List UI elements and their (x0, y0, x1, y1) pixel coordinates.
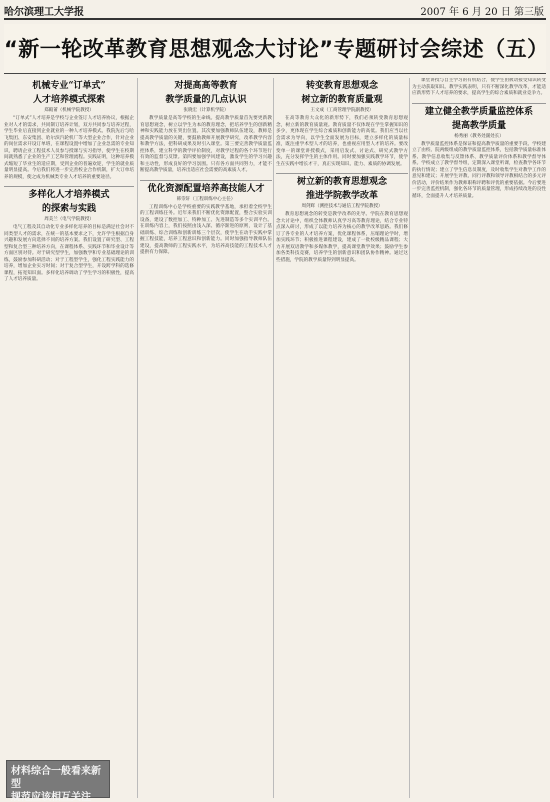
article-title: 教学质量的几点认识 (165, 95, 247, 105)
article-title: 建立健全教学质量监控体系 (424, 106, 533, 117)
masthead (0, 0, 550, 19)
article-byline: 周剑辉（测控技术与通信工程学院教授） (301, 204, 383, 209)
article-title: 转变教育思想观念 (305, 81, 378, 91)
headline-banner (4, 24, 549, 74)
paper-name: 哈尔滨理工大学报 (4, 7, 84, 18)
article-byline: 周美兰（电气学院教授） (44, 217, 94, 222)
article-title: 对提高高等教育 (174, 81, 238, 91)
pull-quote-text: 材料综合一般看来新型 规范应该相互关注 (11, 766, 101, 802)
article-separator (412, 103, 546, 104)
article-body: 工程训练中心是学校重要的实践教学基地，承担着全校学生的工程训练任务。近年来我们不断优化资源配置，整合实验实训设备，建设了数控加工、特种加工、先进制造等多个实训平台。在训练内容上，我们按照由浅入深、循序渐进的原则，设计了基础训练、综合训练和创新训练三个层次，使学生在动手实践中掌握工程技能，培养工程意识和创新能力。同时加强指导教师队伍建设，提高教师的工程实践水平，为培养高技能的工程技术人才提供有力保障。 (140, 204, 272, 255)
article-separator (4, 186, 134, 187)
article-body: 在高等教育大众化的新形势下，我们必须转变教育思想观念，树立新的教育质量观。教育质量不仅体现在学生掌握知识的多少，更体现在学生综合素质和创新能力的高低。我们应当以社会需求为导向，以学生全面发展为目标，建立多样化的质量标准，既注重学术型人才的培养，也重视应用型人才的培养。要改变单一的课堂讲授模式，采用启发式、讨论式、研究式教学方法，充分发挥学生的主体作用。同时要加强实践教学环节，使学生在实践中增长才干，真正实现知识、能力、素质的协调发展。 (276, 116, 408, 167)
article-title: 树立新的教育思想观念 (296, 177, 387, 187)
headline: “新一轮改革教育思想观念大讨论”专题研讨会综述（五） (4, 37, 549, 61)
column-4 (412, 78, 546, 798)
article-body: 课堂讲授与自主学习的有机结合，使学生由被动接受知识转变为主动获取知识。教学实践表明，只有不断深化教学改革，才能适应新形势下人才培养的要求，提高学生的综合素质和就业竞争力。 (412, 78, 546, 96)
article-body: 教育思想观念的转变是教学改革的先导。学院在教育思想观念大讨论中，组织全体教师认真学习高等教育理论，结合专业特点深入研讨，形成了以能力培养为核心的教学改革思路。我们修订了各专业的人才培养方案，优化课程体系，压缩理论学时，增加实践环节；积极推进课程建设，建成了一批校级精品课程；大力开展双语教学和多媒体教学，提高课堂教学效果；鼓励学生参加各类科技竞赛，培养学生的创新意识和团队协作精神。通过这些措施，学院的教学质量得到明显提高。 (276, 212, 408, 263)
article-byline: 王文成（工商管理学院副教授） (310, 108, 374, 113)
article-body: 教学质量监控体系是保证和提高教学质量的重要手段。学校建立了由校、院两级组成的教学质量监控体系，包括教学质量标准体系、教学信息收集与反馈体系、教学质量评价体系和教学督导体系。学校成立了教学督导组，定期深入课堂听课，检查教学各环节的执行情况；建立了学生信息员制度，及时收集学生对教学工作的意见和建议；开展学生评教、同行评教和领导评教相结合的多元评价活动，评价结果作为教师职称评聘和评优的重要依据。今后要进一步完善监控机制，强化各环节的质量管理，形成持续改进的良性循环，全面提升人才培养质量。 (412, 141, 546, 199)
column-2 (140, 78, 272, 798)
article-title: 优化资源配置培养高技能人才 (147, 183, 265, 194)
article-body: 教学质量是高等学校的生命线。提高教学质量首先要更新教育思想观念，树立以学生为本的教育理念，把培养学生的创新精神和实践能力放在突出位置。其次要加强教师队伍建设，教师是提高教学质量的关键，要鼓励教师开展教学研究，改革教学内容和教学方法，把科研成果及时引入课堂。第三要完善教学质量监控体系，建立科学的教学评价制度，对教学过程的各个环节进行有效的监督与反馈。第四要加强学风建设，激发学生的学习兴趣和主动性，形成良好的学习氛围。只有各方面共同努力，才能不断提高教学质量，培养出适应社会需要的高素质人才。 (140, 116, 272, 173)
article-title: 多样化人才培养模式 (28, 190, 110, 200)
article-title: 的探索与实践 (41, 204, 96, 214)
column-1 (4, 78, 134, 798)
article-byline: 张晓宏（计算机学院） (183, 108, 229, 113)
article-title: 树立新的教育质量观 (301, 95, 383, 105)
date-issue: 2007 年 6 月 20 日 第三版 (420, 7, 544, 18)
article-separator (140, 180, 272, 181)
column-3 (276, 78, 408, 798)
article-byline: 韩崇轩（工程训练中心主任） (176, 196, 236, 202)
pull-quote-box (6, 760, 110, 802)
masthead-rule (4, 18, 546, 20)
article-body: “订单式”人才培养是学校与企业签订人才培养协议，根据企业对人才的需求，共同制订培养计划，双方共同参与培养过程，学生毕业后直接到企业就业的一种人才培养模式。我院先后与哈飞集团、东安集团、哈尔滨汽轮机厂等大型企业合作，针对企业的岗位需求开设订单班，在课程设置中增加了企业急需的专业知识，聘请企业工程技术人员参与授课与实习指导，使学生在校期间就熟悉了企业的生产工艺和管理流程。实践证明，这种培养模式缩短了毕业生的适应期，受到企业的普遍欢迎，学生的就业质量明显提高。今后我们将进一步完善校企合作机制，扩大订单培养的规模，使之成为机械类专业人才培养的重要途径。 (4, 116, 134, 180)
article-body: 电气工程及其自动化专业多样化培养的目标是满足社会对不同类型人才的需求，在统一的基本要求之下，允许学生根据自身兴趣和发展方向选择不同的培养方案。我们设置了研究型、工程型和复合型三种培养方向，在课程体系、实践环节和毕业设计等方面区别对待。对于研究型学生，加强数学和专业基础理论的训练，鼓励参加科研活动；对于工程型学生，强化工程实践能力的培养，增加企业实习时间；对于复合型学生，开设跨学科的选修课程，拓宽知识面。多样化培养调动了学生学习的积极性，提高了人才培养质量。 (4, 225, 134, 282)
column-divider (409, 78, 410, 798)
article-title: 机械专业“订单式” (32, 81, 106, 91)
article-title: 推进学院教学改革 (305, 191, 378, 201)
article-byline: 杨秀丽（教务处副处长） (454, 133, 504, 139)
column-divider (137, 78, 138, 798)
article-separator (276, 173, 408, 174)
column-divider (273, 78, 274, 798)
article-byline: 郑殿莆（机械学院教授） (44, 108, 94, 113)
article-title: 提高教学质量 (451, 120, 506, 131)
article-title: 人才培养模式探索 (32, 95, 105, 105)
